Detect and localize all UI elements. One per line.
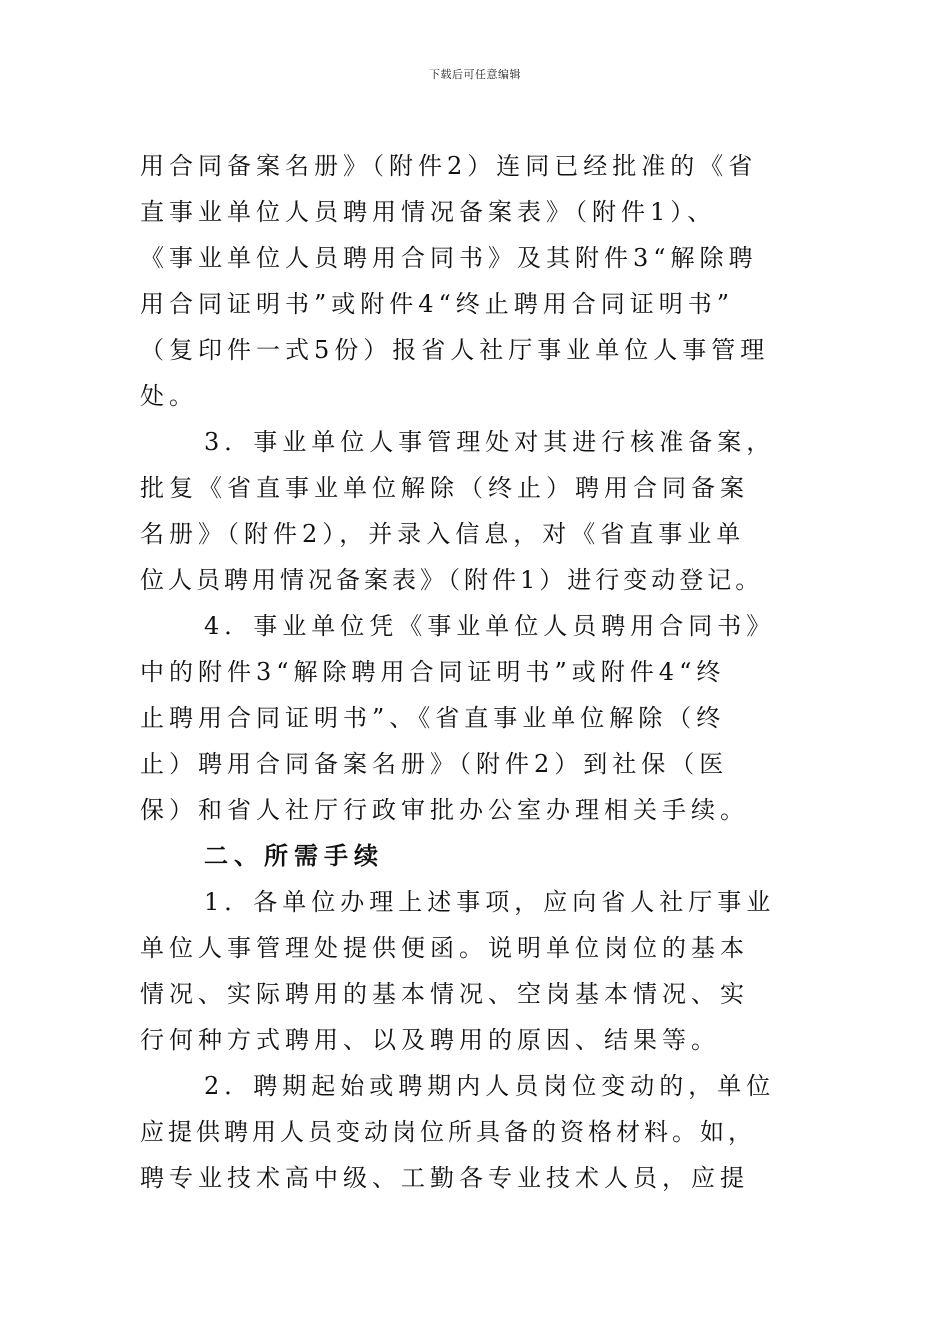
text-line: （复印件一式5份）报省人社厅事业单位人事管理 — [140, 336, 770, 364]
paragraph-start-line: 2．聘期起始或聘期内人员岗位变动的，单位 — [204, 1072, 776, 1100]
paragraph-start-line: 1．各单位办理上述事项，应向省人社厅事业 — [204, 888, 776, 916]
text-line: 单位人事管理处提供便函。说明单位岗位的基本 — [140, 934, 749, 962]
text-line: 批复《省直事业单位解除（终止）聘用合同备案 — [140, 474, 749, 502]
text-line: 聘专业技术高中级、工勤各专业技术人员，应提 — [140, 1164, 749, 1192]
text-line: 《事业单位人员聘用合同书》及其附件3“解除聘 — [140, 244, 758, 272]
text-line: 情况、实际聘用的基本情况、空岗基本情况、实 — [140, 980, 749, 1008]
text-line: 位人员聘用情况备案表》（附件1）进行变动登记。 — [140, 566, 764, 594]
text-line: 中的附件3“解除聘用合同证明书”或附件4“终 — [140, 658, 726, 686]
text-line: 应提供聘用人员变动岗位所具备的资格材料。如， — [140, 1118, 756, 1146]
document-body — [140, 146, 832, 1204]
paragraph-start-line: 3．事业单位人事管理处对其进行核准备案， — [204, 428, 776, 456]
text-line: 止聘用合同证明书”、《省直事业单位解除（终 — [140, 704, 726, 732]
section-heading: 二、所需手续 — [204, 841, 384, 870]
text-line: 处。 — [140, 382, 198, 410]
text-line: 行何种方式聘用、以及聘用的原因、结果等。 — [140, 1026, 720, 1054]
text-line: 止）聘用合同备案名册》（附件2）到社保（医 — [140, 750, 729, 778]
text-line: 名册》（附件2），并录入信息，对《省直事业单 — [140, 520, 746, 548]
text-line: 保）和省人社厅行政审批办公室办理相关手续。 — [140, 796, 749, 824]
paragraph-start-line: 4．事业单位凭《事业单位人员聘用合同书》 — [204, 612, 776, 640]
text-line: 用合同证明书”或附件4“终止聘用合同证明书” — [140, 290, 735, 318]
text-line: 直事业单位人员聘用情况备案表》（附件1）、 — [140, 198, 717, 226]
text-line: 用合同备案名册》（附件2）连同已经批准的《省 — [140, 152, 758, 180]
page-header: 下载后可任意编辑 — [429, 68, 521, 81]
